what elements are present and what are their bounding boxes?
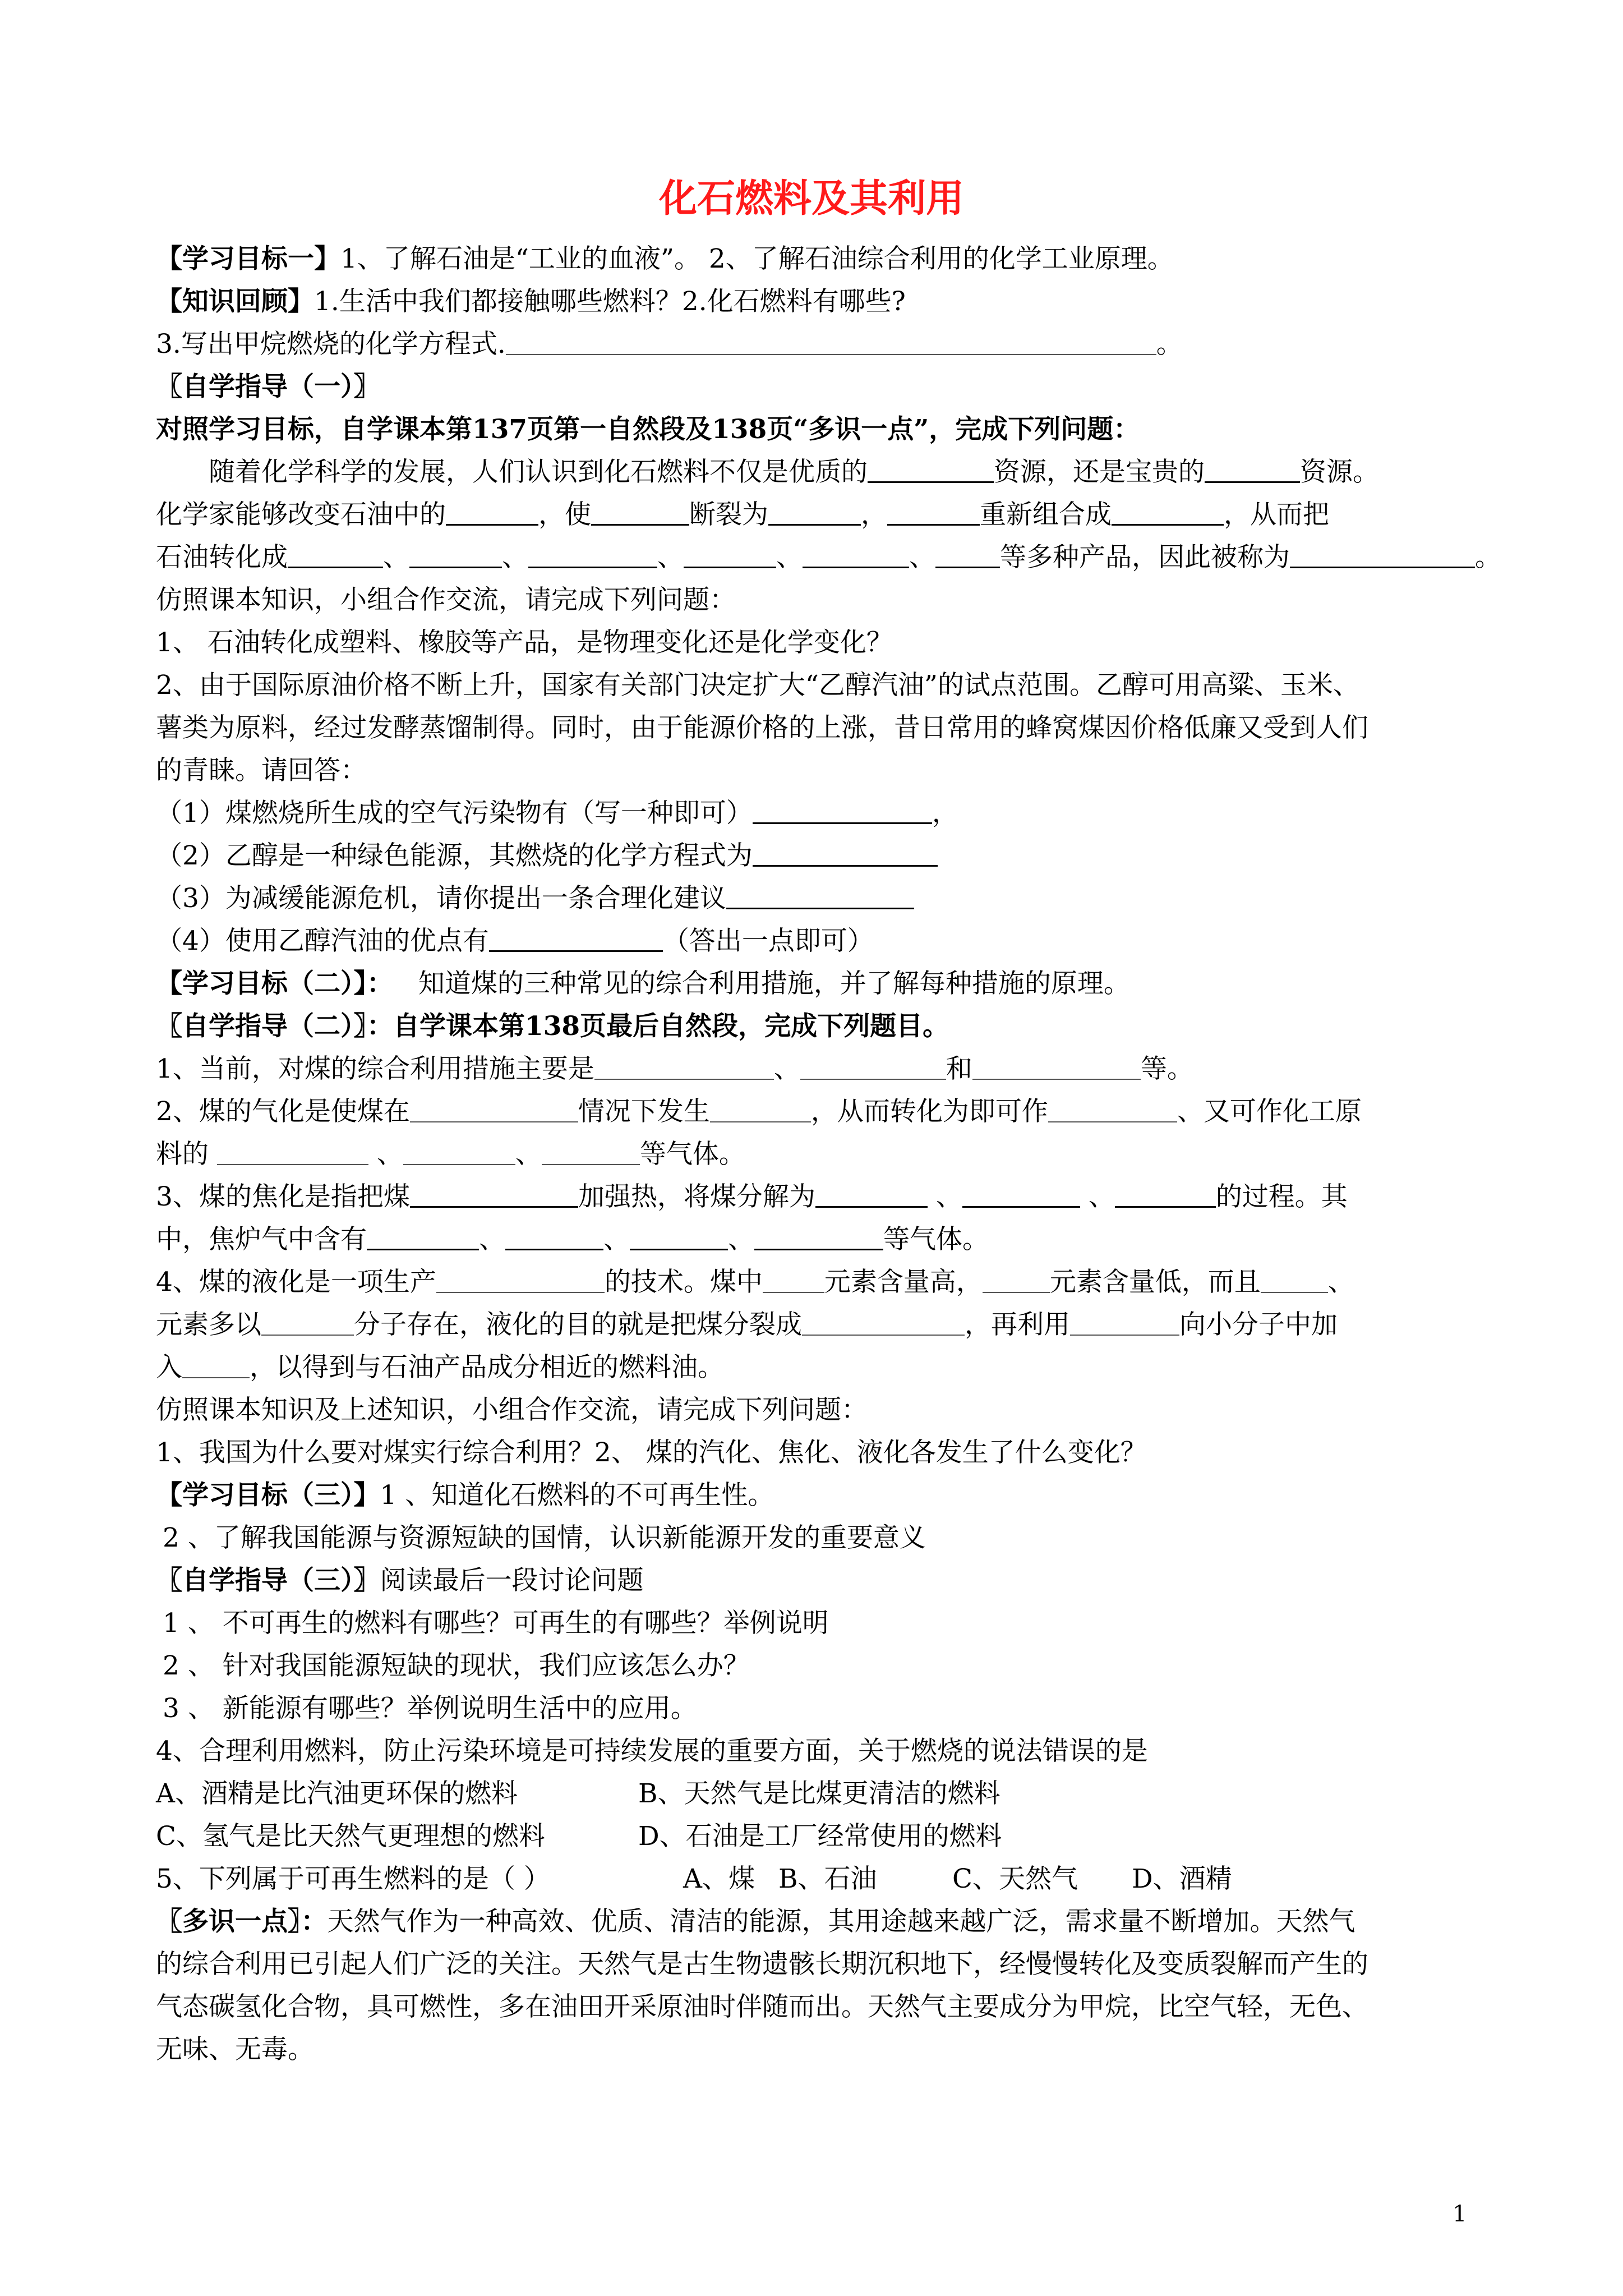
review-label: 【知识回顾】 [156, 286, 314, 317]
group1-s2 [156, 839, 938, 873]
answer-blank[interactable] [803, 542, 909, 568]
answer-blank[interactable] [962, 1181, 1080, 1208]
text: 元素含量高， [824, 1267, 983, 1297]
answer-blank[interactable] [591, 499, 689, 526]
answer-blank[interactable] [409, 542, 502, 568]
group1-q1: 1、 石油转化成塑料、橡胶等产品，是物理变化还是化学变化？ [156, 627, 893, 658]
options-row1 [156, 1777, 1000, 1811]
text: 、 [657, 542, 684, 573]
q5-option-c[interactable]: C、天然气 [952, 1864, 1078, 1894]
answer-blank[interactable] [403, 1139, 515, 1165]
text: （4）使用乙醇汽油的优点有 [156, 926, 489, 956]
text: 。 [1475, 542, 1501, 573]
answer-blank[interactable] [935, 542, 1000, 568]
text: 等气体。 [639, 1139, 745, 1170]
text: 、 [1327, 1267, 1354, 1297]
option-d[interactable]: D、石油是工厂经常使用的燃料 [638, 1821, 1002, 1852]
goal2-line [156, 967, 1130, 1001]
answer-blank[interactable] [972, 1054, 1141, 1080]
text: ，从而把 [1224, 499, 1329, 530]
answer-blank[interactable] [217, 1139, 368, 1165]
text: 入 [156, 1352, 182, 1383]
group1-s4 [156, 924, 874, 958]
guide3-q4: 4、合理利用燃料，防止污染环境是可持续发展的重要方面，关于燃烧的说法错误的是 [156, 1736, 1148, 1766]
guide3-q1: 1 、 不可再生的燃料有哪些？可再生的有哪些？举例说明 [163, 1608, 829, 1639]
text: （3）为减缓能源危机，请你提出一条合理化建议 [156, 883, 726, 914]
answer-blank[interactable] [288, 542, 383, 568]
goal1-line [156, 242, 1174, 276]
text: 等。 [1140, 1053, 1193, 1084]
extra-line2: 的综合利用已引起人们广泛的关注。天然气是古生物遗骸长期沉积地下，经慢慢转化及变质裂解而产生的 [156, 1949, 1368, 1980]
answer-blank[interactable] [983, 1267, 1050, 1293]
text: 3、煤的焦化是指把煤 [156, 1181, 410, 1212]
answer-blank[interactable] [489, 926, 663, 952]
text: 元素多以 [156, 1309, 261, 1340]
coal-q4-line1 [156, 1266, 1354, 1299]
answer-blank[interactable] [367, 1224, 479, 1250]
review-text: 1.生活中我们都接触哪些燃料？2.化石燃料有哪些? [314, 286, 906, 317]
answer-blank[interactable] [1115, 1181, 1216, 1208]
text: 、 [502, 542, 528, 573]
text: 、又可作化工原 [1177, 1096, 1362, 1127]
answer-blank[interactable] [1290, 542, 1475, 568]
answer-blank[interactable] [506, 329, 1156, 355]
answer-blank[interactable] [1070, 1310, 1179, 1336]
review-line [156, 285, 906, 319]
coal-q2-line2 [156, 1138, 745, 1171]
text: 断裂为 [689, 499, 768, 530]
answer-blank[interactable] [710, 1097, 811, 1122]
answer-blank[interactable] [630, 1224, 728, 1250]
text: 化学家能够改变石油中的 [156, 499, 446, 530]
goal2-text: 知道煤的三种常见的综合利用措施，并了解每种措施的原理。 [418, 968, 1130, 999]
text: 的过程。其 [1215, 1181, 1348, 1212]
group1-s1 [156, 797, 958, 830]
para1-line1 [209, 455, 1379, 489]
option-a[interactable]: A、酒精是比汽油更环保的燃料 [156, 1778, 518, 1809]
text: 等气体。 [883, 1224, 989, 1255]
text: 4、煤的液化是一项生产 [156, 1267, 436, 1297]
goal2-label: 【学习目标（二）】： [156, 968, 393, 999]
answer-blank[interactable] [887, 499, 980, 526]
answer-blank[interactable] [542, 1139, 640, 1165]
text: 1、当前，对煤的综合利用措施主要是 [156, 1053, 594, 1084]
text: ，再利用 [965, 1309, 1070, 1340]
text: ，以得到与石油产品成分相近的燃料油。 [250, 1352, 724, 1383]
answer-blank[interactable] [594, 1054, 774, 1080]
answer-blank[interactable] [1261, 1267, 1328, 1293]
text: 、 [909, 542, 935, 573]
group1-q2-line3: 的青睐。请回答： [156, 755, 367, 786]
answer-blank[interactable] [768, 499, 861, 526]
guide3-heading: 〖自学指导（三）〗 [156, 1565, 380, 1596]
para1-line2 [156, 498, 1329, 532]
coal-q3-line1 [156, 1180, 1348, 1214]
review-q3-end: 。 [1156, 329, 1183, 360]
text: ，使 [538, 499, 591, 530]
text: 、 [773, 1053, 800, 1084]
goal3-label: 【学习目标（三）】 [156, 1480, 380, 1511]
answer-blank[interactable] [1112, 499, 1224, 526]
text: 、 [376, 1139, 403, 1170]
guide1-instruction: 对照学习目标，自学课本第137页第一自然段及138页“多识一点”，完成下列问题： [156, 414, 1140, 445]
answer-blank[interactable] [802, 1310, 965, 1336]
text: （1）煤燃烧所生成的空气污染物有（写一种即可） [156, 798, 753, 829]
text: 资源，还是宝贵的 [994, 457, 1205, 487]
text: 重新组合成 [980, 499, 1112, 530]
answer-blank[interactable] [753, 798, 932, 824]
coal-q4-line2 [156, 1308, 1338, 1342]
group2-intro: 仿照课本知识及上述知识，小组合作交流，请完成下列问题： [156, 1395, 868, 1425]
coal-q4-line3 [156, 1351, 724, 1384]
text: 、 [479, 1224, 505, 1255]
goal3-line [156, 1479, 774, 1512]
options-row2 [156, 1820, 1002, 1853]
goal1-text: 1、了解石油是“工业的血液”。 2、了解石油综合利用的化学工业原理。 [340, 243, 1174, 274]
group1-s3 [156, 882, 914, 915]
guide3-text: 阅读最后一段讨论问题 [380, 1565, 644, 1596]
text: 向小分子中加 [1179, 1309, 1338, 1340]
answer-blank[interactable] [261, 1310, 354, 1336]
q5-option-a[interactable]: A、煤 [683, 1864, 755, 1894]
extra-label: 〖多识一点〗： [156, 1906, 328, 1937]
text: 分子存在，液化的目的就是把煤分裂成 [354, 1309, 802, 1340]
answer-blank[interactable] [800, 1054, 946, 1080]
text: （2）乙醇是一种绿色能源，其燃烧的化学方程式为 [156, 840, 753, 871]
coal-q2-line1 [156, 1095, 1362, 1129]
text: 、 [935, 1181, 962, 1212]
text: 随着化学科学的发展，人们认识到化石燃料不仅是优质的 [209, 457, 868, 487]
answer-blank[interactable] [868, 457, 994, 483]
text: 天然气作为一种高效、优质、清洁的能源，其用途越来越广泛，需求量不断增加。天然气 [327, 1906, 1355, 1937]
extra-line3: 气态碳氢化合物，具可燃性，多在油田开采原油时伴随而出。天然气主要成分为甲烷，比空气轻，无色、 [156, 1991, 1368, 2022]
text: ， [932, 798, 958, 829]
text: 石油转化成 [156, 542, 288, 573]
group2-q: 1、我国为什么要对煤实行综合利用？2、 煤的汽化、焦化、液化各发生了什么变化？ [156, 1437, 1147, 1468]
answer-blank[interactable] [410, 1181, 578, 1208]
q5-option-d[interactable]: D、酒精 [1132, 1864, 1232, 1894]
text: 中，焦炉气中含有 [156, 1224, 367, 1255]
text: 2、煤的气化是使煤在 [156, 1096, 410, 1127]
group1-intro: 仿照课本知识，小组合作交流，请完成下列问题： [156, 585, 736, 615]
goal3-line2: 2 、了解我国能源与资源短缺的国情，认识新能源开发的重要意义 [163, 1522, 926, 1553]
answer-blank[interactable] [754, 1224, 883, 1250]
text: 、 [603, 1224, 630, 1255]
group1-q2-line1: 2、由于国际原油价格不断上升，国家有关部门决定扩大“乙醇汽油”的试点范围。乙醇可用高粱、玉米、 [156, 670, 1359, 701]
text: 、 [1088, 1181, 1115, 1212]
text: 资源。 [1300, 457, 1379, 487]
page-number: 1 [1453, 2201, 1467, 2227]
answer-blank[interactable] [436, 1267, 605, 1293]
goal1-label: 【学习目标一】 [156, 243, 340, 274]
text: （答出一点即可） [662, 926, 874, 956]
answer-blank[interactable] [1205, 457, 1300, 483]
answer-blank[interactable] [763, 1267, 824, 1293]
answer-blank[interactable] [726, 883, 914, 909]
extra-line4: 无味、无毒。 [156, 2034, 314, 2065]
guide3-q2: 2 、 针对我国能源短缺的现状，我们应该怎么办？ [163, 1650, 750, 1681]
coal-q1 [156, 1052, 1193, 1086]
text: 情况下发生 [578, 1096, 710, 1127]
q5-option-b[interactable]: B、石油 [778, 1864, 877, 1894]
answer-blank[interactable] [1048, 1097, 1177, 1122]
answer-blank[interactable] [505, 1224, 603, 1250]
guide1-heading: 〖自学指导（一）〗 [156, 371, 380, 402]
q5-text: 5、下列属于可再生燃料的是（ ） [156, 1864, 550, 1894]
option-c[interactable]: C、氢气是比天然气更理想的燃料 [156, 1821, 545, 1852]
text: 、 [515, 1139, 542, 1170]
text: 加强热，将煤分解为 [578, 1181, 815, 1212]
guide3-q3: 3 、 新能源有哪些？举例说明生活中的应用。 [163, 1693, 697, 1724]
guide2-heading: 〖自学指导（二）〗：自学课本第138页最后自然段，完成下列题目。 [156, 1011, 949, 1042]
text: 、 [776, 542, 803, 573]
guide3-line [156, 1564, 644, 1598]
text: 和 [946, 1053, 972, 1084]
coal-q3-line2 [156, 1223, 989, 1257]
text: 的技术。煤中 [604, 1267, 763, 1297]
para1-line3 [156, 541, 1501, 574]
text: 、 [383, 542, 409, 573]
answer-blank[interactable] [528, 542, 657, 568]
answer-blank[interactable] [815, 1181, 928, 1208]
answer-blank[interactable] [753, 840, 938, 867]
goal3-text: 1 、知道化石燃料的不可再生性。 [380, 1480, 774, 1511]
group1-q2-line2: 薯类为原料，经过发酵蒸馏制得。同时，由于能源价格的上涨，昔日常用的蜂窝煤因价格低廉又受到人们 [156, 712, 1368, 743]
review-q3-line [156, 328, 1183, 361]
text: 、 [728, 1224, 754, 1255]
option-b[interactable]: B、天然气是比煤更清洁的燃料 [638, 1778, 1000, 1809]
answer-blank[interactable] [410, 1097, 578, 1122]
answer-blank[interactable] [446, 499, 538, 526]
extra-line1 [156, 1905, 1355, 1939]
page-title: 化石燃料及其利用 [658, 177, 964, 221]
answer-blank[interactable] [684, 542, 776, 568]
review-q3: 3.写出甲烷燃烧的化学方程式. [156, 329, 506, 360]
text: 元素含量低，而且 [1049, 1267, 1261, 1297]
text: 料的 [156, 1139, 209, 1170]
text: ，从而转化为即可作 [810, 1096, 1048, 1127]
text: 等多种产品，因此被称为 [1000, 542, 1290, 573]
guide3-q5 [156, 1862, 1232, 1896]
answer-blank[interactable] [182, 1352, 250, 1378]
text: ， [861, 499, 887, 530]
